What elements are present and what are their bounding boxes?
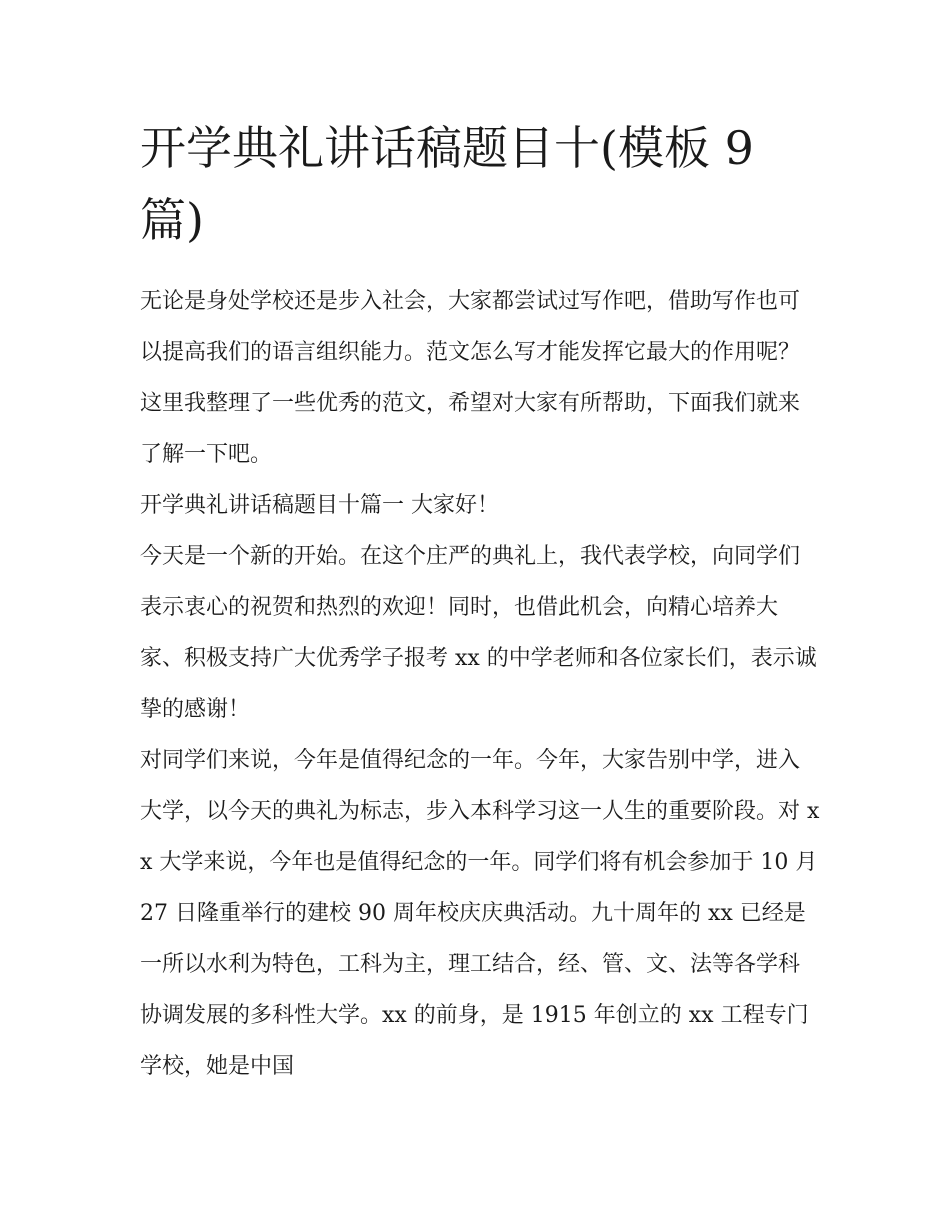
welcome-paragraph: 今天是一个新的开始。在这个庄严的典礼上，我代表学校，向同学们表示衷心的祝贺和热烈的欢迎！同时，也借此机会，向精心培养大家、积极支持广大优秀学子报考 xx 的中学老师和各位家长们，表示诚挚的感谢！ [140, 544, 817, 722]
memorial-year-paragraph: 对同学们来说，今年是值得纪念的一年。今年，大家告别中学，进入大学，以今天的典礼为标志，步入本科学习这一人生的重要阶段。对 xx 大学来说，今年也是值得纪念的一年。同学们将有机会参加于 10 月 27 日隆重举行的建校 90 周年校庆庆典活动。九十周年的 xx 已经是一所以水利为特色，工科为主，理工结合，经、管、文、法等各学科协调发展的多科性大学。xx 的前身，是 1915 年创立的 xx 工程专门学校，她是中国 [140, 748, 820, 1079]
document-body [140, 276, 820, 1092]
document-title: 开学典礼讲话稿题目十(模板 9 篇) [140, 121, 754, 247]
intro-paragraph: 无论是身处学校还是步入社会，大家都尝试过写作吧，借助写作也可以提高我们的语言组织能力。范文怎么写才能发挥它最大的作用呢？这里我整理了一些优秀的范文，希望对大家有所帮助，下面我们就来了解一下吧。 [140, 289, 801, 467]
section-heading-paragraph: 开学典礼讲话稿题目十篇一 大家好！ [140, 493, 499, 518]
